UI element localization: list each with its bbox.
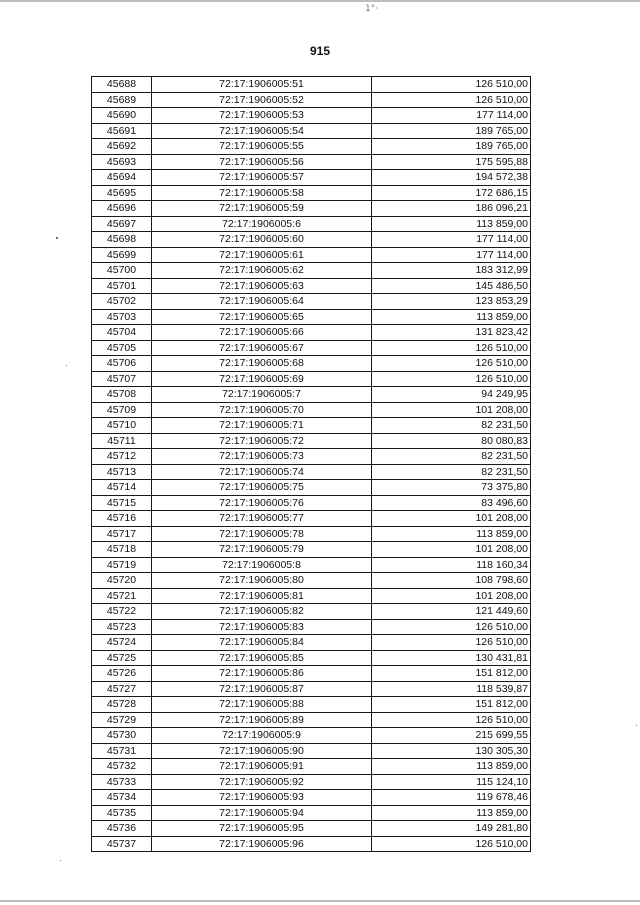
row-number-cell: 45712	[92, 449, 152, 465]
cadastral-code-cell: 72:17:1906005:95	[152, 821, 372, 837]
row-number-cell: 45734	[92, 790, 152, 806]
scan-speck	[66, 365, 67, 366]
amount-cell: 151 812,00	[372, 697, 531, 713]
row-number-cell: 45721	[92, 588, 152, 604]
table-row	[92, 263, 531, 279]
table-row	[92, 821, 531, 837]
row-number-cell: 45690	[92, 108, 152, 124]
table-row	[92, 480, 531, 496]
row-number-cell: 45720	[92, 573, 152, 589]
ledger-body	[92, 77, 531, 852]
row-number-cell: 45723	[92, 619, 152, 635]
table-row	[92, 77, 531, 93]
row-number-cell: 45733	[92, 774, 152, 790]
table-row	[92, 681, 531, 697]
row-number-cell: 45692	[92, 139, 152, 155]
table-row	[92, 666, 531, 682]
row-number-cell: 45735	[92, 805, 152, 821]
amount-cell: 177 114,00	[372, 232, 531, 248]
amount-cell: 131 823,42	[372, 325, 531, 341]
row-number-cell: 45711	[92, 433, 152, 449]
row-number-cell: 45731	[92, 743, 152, 759]
table-row	[92, 418, 531, 434]
cadastral-code-cell: 72:17:1906005:51	[152, 77, 372, 93]
row-number-cell: 45726	[92, 666, 152, 682]
amount-cell: 186 096,21	[372, 201, 531, 217]
row-number-cell: 45705	[92, 340, 152, 356]
row-number-cell: 45697	[92, 216, 152, 232]
cadastral-code-cell: 72:17:1906005:88	[152, 697, 372, 713]
cadastral-code-cell: 72:17:1906005:76	[152, 495, 372, 511]
cadastral-code-cell: 72:17:1906005:90	[152, 743, 372, 759]
amount-cell: 130 431,81	[372, 650, 531, 666]
cadastral-code-cell: 72:17:1906005:93	[152, 790, 372, 806]
cadastral-code-cell: 72:17:1906005:69	[152, 371, 372, 387]
table-row	[92, 790, 531, 806]
cadastral-code-cell: 72:17:1906005:85	[152, 650, 372, 666]
table-row	[92, 743, 531, 759]
table-row	[92, 123, 531, 139]
row-number-cell: 45689	[92, 92, 152, 108]
table-row	[92, 619, 531, 635]
page-number: 915	[309, 44, 331, 58]
amount-cell: 126 510,00	[372, 712, 531, 728]
cadastral-code-cell: 72:17:1906005:84	[152, 635, 372, 651]
amount-cell: 130 305,30	[372, 743, 531, 759]
cadastral-code-cell: 72:17:1906005:61	[152, 247, 372, 263]
cadastral-code-cell: 72:17:1906005:86	[152, 666, 372, 682]
row-number-cell: 45700	[92, 263, 152, 279]
table-row	[92, 139, 531, 155]
amount-cell: 126 510,00	[372, 356, 531, 372]
cadastral-code-cell: 72:17:1906005:81	[152, 588, 372, 604]
cadastral-code-cell: 72:17:1906005:80	[152, 573, 372, 589]
amount-cell: 113 859,00	[372, 526, 531, 542]
table-row	[92, 340, 531, 356]
amount-cell: 172 686,15	[372, 185, 531, 201]
table-row	[92, 759, 531, 775]
row-number-cell: 45719	[92, 557, 152, 573]
row-number-cell: 45730	[92, 728, 152, 744]
amount-cell: 113 859,00	[372, 216, 531, 232]
amount-cell: 175 595,88	[372, 154, 531, 170]
row-number-cell: 45699	[92, 247, 152, 263]
cadastral-code-cell: 72:17:1906005:72	[152, 433, 372, 449]
row-number-cell: 45701	[92, 278, 152, 294]
table-row	[92, 402, 531, 418]
row-number-cell: 45725	[92, 650, 152, 666]
cadastral-code-cell: 72:17:1906005:89	[152, 712, 372, 728]
cadastral-code-cell: 72:17:1906005:64	[152, 294, 372, 310]
row-number-cell: 45724	[92, 635, 152, 651]
cadastral-code-cell: 72:17:1906005:66	[152, 325, 372, 341]
table-row	[92, 154, 531, 170]
cadastral-code-cell: 72:17:1906005:54	[152, 123, 372, 139]
table-row	[92, 371, 531, 387]
amount-cell: 108 798,60	[372, 573, 531, 589]
row-number-cell: 45693	[92, 154, 152, 170]
cadastral-code-cell: 72:17:1906005:91	[152, 759, 372, 775]
amount-cell: 126 510,00	[372, 340, 531, 356]
amount-cell: 83 496,60	[372, 495, 531, 511]
table-row	[92, 185, 531, 201]
amount-cell: 119 678,46	[372, 790, 531, 806]
cadastral-code-cell: 72:17:1906005:68	[152, 356, 372, 372]
table-row	[92, 449, 531, 465]
table-row	[92, 387, 531, 403]
cadastral-code-cell: 72:17:1906005:52	[152, 92, 372, 108]
cadastral-code-cell: 72:17:1906005:73	[152, 449, 372, 465]
table-row	[92, 542, 531, 558]
scan-mark: 1°·	[365, 4, 379, 14]
table-row	[92, 836, 531, 852]
amount-cell: 118 539,87	[372, 681, 531, 697]
row-number-cell: 45729	[92, 712, 152, 728]
row-number-cell: 45728	[92, 697, 152, 713]
cadastral-code-cell: 72:17:1906005:71	[152, 418, 372, 434]
cadastral-code-cell: 72:17:1906005:58	[152, 185, 372, 201]
row-number-cell: 45714	[92, 480, 152, 496]
ledger-table	[91, 76, 531, 852]
row-number-cell: 45691	[92, 123, 152, 139]
cadastral-code-cell: 72:17:1906005:82	[152, 604, 372, 620]
row-number-cell: 45709	[92, 402, 152, 418]
row-number-cell: 45732	[92, 759, 152, 775]
table-row	[92, 92, 531, 108]
table-row	[92, 201, 531, 217]
cadastral-code-cell: 72:17:1906005:55	[152, 139, 372, 155]
scan-speck	[56, 237, 58, 239]
cadastral-code-cell: 72:17:1906005:96	[152, 836, 372, 852]
table-row	[92, 356, 531, 372]
amount-cell: 215 699,55	[372, 728, 531, 744]
table-row	[92, 309, 531, 325]
row-number-cell: 45707	[92, 371, 152, 387]
table-row	[92, 247, 531, 263]
amount-cell: 115 124,10	[372, 774, 531, 790]
row-number-cell: 45717	[92, 526, 152, 542]
table-row	[92, 108, 531, 124]
cadastral-code-cell: 72:17:1906005:62	[152, 263, 372, 279]
table-row	[92, 573, 531, 589]
table-row	[92, 495, 531, 511]
amount-cell: 82 231,50	[372, 464, 531, 480]
amount-cell: 118 160,34	[372, 557, 531, 573]
scan-speck	[60, 860, 61, 861]
cadastral-code-cell: 72:17:1906005:60	[152, 232, 372, 248]
amount-cell: 126 510,00	[372, 635, 531, 651]
cadastral-code-cell: 72:17:1906005:83	[152, 619, 372, 635]
cadastral-code-cell: 72:17:1906005:77	[152, 511, 372, 527]
row-number-cell: 45708	[92, 387, 152, 403]
table-row	[92, 728, 531, 744]
amount-cell: 145 486,50	[372, 278, 531, 294]
row-number-cell: 45716	[92, 511, 152, 527]
amount-cell: 80 080,83	[372, 433, 531, 449]
amount-cell: 113 859,00	[372, 759, 531, 775]
row-number-cell: 45713	[92, 464, 152, 480]
amount-cell: 101 208,00	[372, 511, 531, 527]
cadastral-code-cell: 72:17:1906005:92	[152, 774, 372, 790]
amount-cell: 183 312,99	[372, 263, 531, 279]
cadastral-code-cell: 72:17:1906005:94	[152, 805, 372, 821]
cadastral-code-cell: 72:17:1906005:87	[152, 681, 372, 697]
table-row	[92, 325, 531, 341]
amount-cell: 101 208,00	[372, 542, 531, 558]
row-number-cell: 45704	[92, 325, 152, 341]
amount-cell: 126 510,00	[372, 77, 531, 93]
cadastral-code-cell: 72:17:1906005:59	[152, 201, 372, 217]
row-number-cell: 45698	[92, 232, 152, 248]
cadastral-code-cell: 72:17:1906005:8	[152, 557, 372, 573]
row-number-cell: 45703	[92, 309, 152, 325]
amount-cell: 101 208,00	[372, 402, 531, 418]
cadastral-code-cell: 72:17:1906005:65	[152, 309, 372, 325]
table-row	[92, 526, 531, 542]
row-number-cell: 45736	[92, 821, 152, 837]
amount-cell: 113 859,00	[372, 309, 531, 325]
cadastral-code-cell: 72:17:1906005:63	[152, 278, 372, 294]
amount-cell: 189 765,00	[372, 123, 531, 139]
amount-cell: 121 449,60	[372, 604, 531, 620]
table-row	[92, 278, 531, 294]
row-number-cell: 45722	[92, 604, 152, 620]
amount-cell: 126 510,00	[372, 371, 531, 387]
amount-cell: 149 281,80	[372, 821, 531, 837]
row-number-cell: 45696	[92, 201, 152, 217]
cadastral-code-cell: 72:17:1906005:57	[152, 170, 372, 186]
table-row	[92, 805, 531, 821]
table-row	[92, 712, 531, 728]
table-row	[92, 635, 531, 651]
cadastral-code-cell: 72:17:1906005:74	[152, 464, 372, 480]
table-row	[92, 170, 531, 186]
row-number-cell: 45694	[92, 170, 152, 186]
amount-cell: 126 510,00	[372, 92, 531, 108]
scan-speck	[636, 725, 637, 726]
amount-cell: 177 114,00	[372, 247, 531, 263]
table-row	[92, 650, 531, 666]
row-number-cell: 45688	[92, 77, 152, 93]
cadastral-code-cell: 72:17:1906005:6	[152, 216, 372, 232]
table-row	[92, 774, 531, 790]
table-row	[92, 433, 531, 449]
cadastral-code-cell: 72:17:1906005:75	[152, 480, 372, 496]
bottom-edge-line	[0, 900, 640, 902]
table-row	[92, 216, 531, 232]
table-row	[92, 557, 531, 573]
amount-cell: 82 231,50	[372, 418, 531, 434]
cadastral-code-cell: 72:17:1906005:79	[152, 542, 372, 558]
table-row	[92, 232, 531, 248]
amount-cell: 126 510,00	[372, 619, 531, 635]
amount-cell: 177 114,00	[372, 108, 531, 124]
table-row	[92, 511, 531, 527]
cadastral-code-cell: 72:17:1906005:53	[152, 108, 372, 124]
row-number-cell: 45702	[92, 294, 152, 310]
amount-cell: 82 231,50	[372, 449, 531, 465]
table-row	[92, 697, 531, 713]
table-row	[92, 294, 531, 310]
row-number-cell: 45695	[92, 185, 152, 201]
row-number-cell: 45710	[92, 418, 152, 434]
top-edge-line	[0, 0, 640, 2]
amount-cell: 94 249,95	[372, 387, 531, 403]
table-row	[92, 588, 531, 604]
amount-cell: 151 812,00	[372, 666, 531, 682]
row-number-cell: 45737	[92, 836, 152, 852]
table-row	[92, 604, 531, 620]
amount-cell: 73 375,80	[372, 480, 531, 496]
amount-cell: 189 765,00	[372, 139, 531, 155]
amount-cell: 126 510,00	[372, 836, 531, 852]
cadastral-code-cell: 72:17:1906005:7	[152, 387, 372, 403]
cadastral-code-cell: 72:17:1906005:67	[152, 340, 372, 356]
cadastral-code-cell: 72:17:1906005:56	[152, 154, 372, 170]
amount-cell: 123 853,29	[372, 294, 531, 310]
row-number-cell: 45718	[92, 542, 152, 558]
amount-cell: 101 208,00	[372, 588, 531, 604]
amount-cell: 194 572,38	[372, 170, 531, 186]
cadastral-code-cell: 72:17:1906005:78	[152, 526, 372, 542]
cadastral-code-cell: 72:17:1906005:9	[152, 728, 372, 744]
amount-cell: 113 859,00	[372, 805, 531, 821]
table-row	[92, 464, 531, 480]
row-number-cell: 45727	[92, 681, 152, 697]
row-number-cell: 45706	[92, 356, 152, 372]
row-number-cell: 45715	[92, 495, 152, 511]
cadastral-code-cell: 72:17:1906005:70	[152, 402, 372, 418]
